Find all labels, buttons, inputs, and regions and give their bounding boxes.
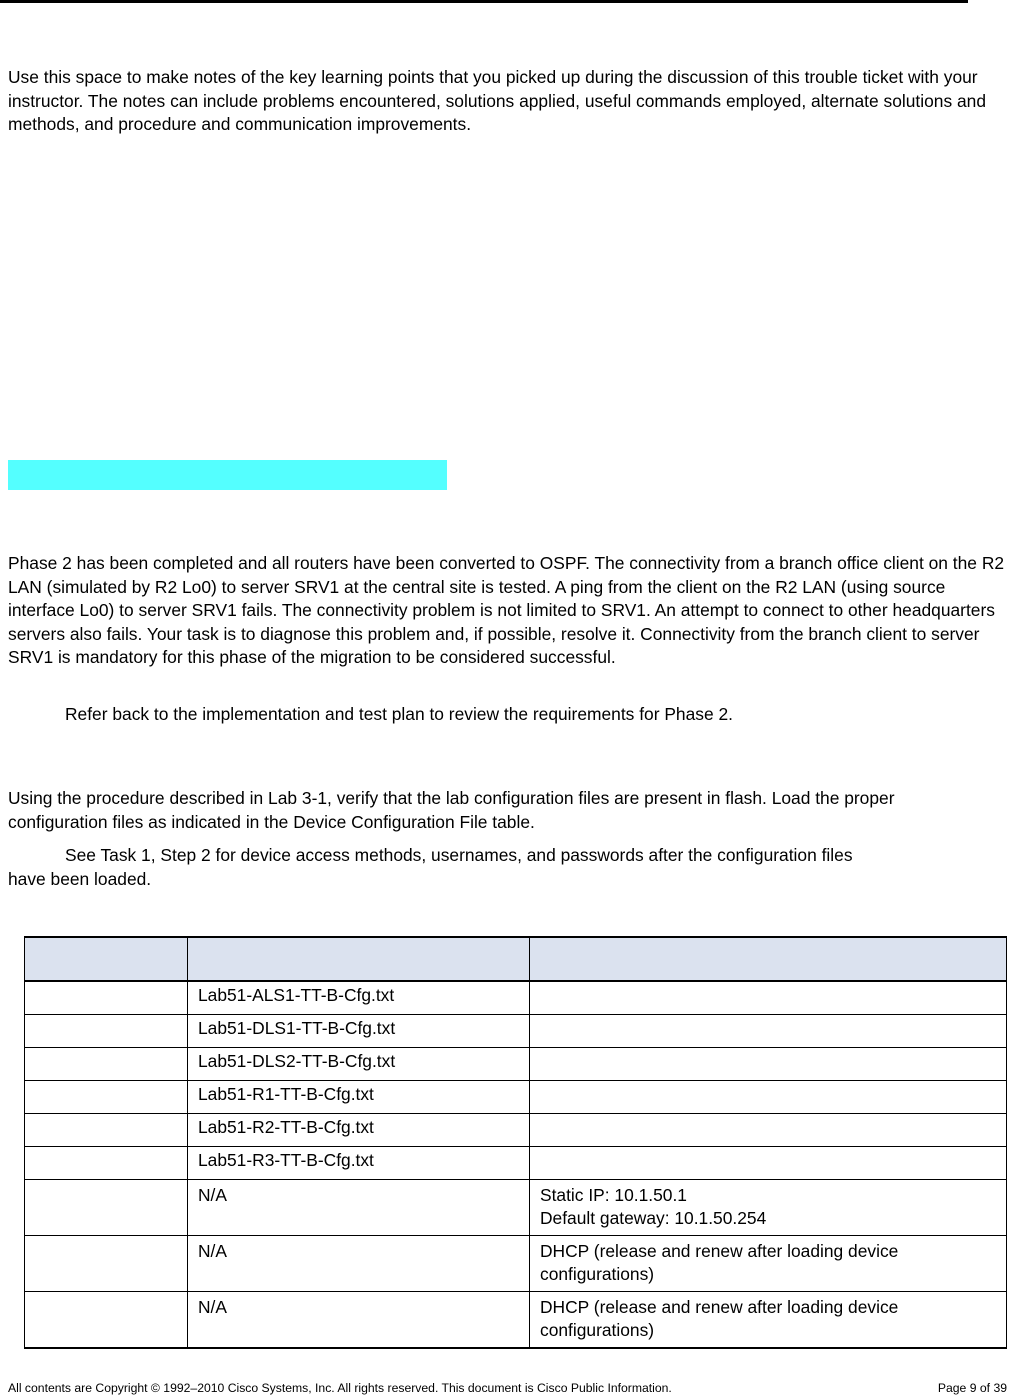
file-cell: Lab51-R1-TT-B-Cfg.txt [188, 1081, 530, 1114]
file-cell: N/A [188, 1292, 530, 1349]
table-header-row [25, 937, 1007, 981]
see-task-paragraph [8, 844, 998, 891]
highlighted-heading-bar [8, 460, 447, 490]
notes-cell [530, 981, 1007, 1015]
refer-back-note: Refer back to the implementation and test plan to review the requirements for Phase 2. [65, 704, 733, 724]
notes-line-2: Default gateway: 10.1.50.254 [540, 1207, 767, 1228]
table-row [25, 1081, 1007, 1114]
file-cell: Lab51-R3-TT-B-Cfg.txt [188, 1147, 530, 1180]
table-row [25, 1180, 1007, 1236]
notes-line-1: DHCP (release and renew after loading device [540, 1241, 899, 1261]
notes-cell [530, 1147, 1007, 1180]
table-row [25, 1015, 1007, 1048]
device-cell [25, 1048, 188, 1081]
see-task-line-1: See Task 1, Step 2 for device access methods, usernames, and passwords after the configuration files [65, 845, 853, 865]
device-cell [25, 1081, 188, 1114]
scenario-paragraph: Phase 2 has been completed and all routers have been converted to OSPF. The connectivity from a branch office client on the R2 LAN (simulated by R2 Lo0) to server SRV1 at the central site is tested. A ping from the client on the R2 LAN (using source interface Lo0) to server SRV1 fails. The connectivity problem is not limited to SRV1. An attempt to connect to other headquarters servers also fails. Your task is to diagnose this problem and, if possible, resolve it. Connectivity from the branch client to server SRV1 is mandatory for this phase of the migration to be considered successful. [8, 553, 1005, 667]
table-row [25, 1292, 1007, 1349]
notes-paragraph: Use this space to make notes of the key learning points that you picked up during the discussion of this trouble ticket with your instructor. The notes can include problems encountered, solutions applied, useful commands employed, alternate solutions and methods, and procedure and communication improvements. [8, 67, 987, 134]
device-cell [25, 1236, 188, 1292]
file-cell: Lab51-DLS2-TT-B-Cfg.txt [188, 1048, 530, 1081]
notes-line-2: configurations) [540, 1263, 655, 1284]
table-row [25, 981, 1007, 1015]
page-number: Page 9 of 39 [937, 1381, 1007, 1395]
notes-cell [530, 1180, 1007, 1236]
header-rule [0, 0, 968, 3]
table-row [25, 1236, 1007, 1292]
header-cell-3 [530, 937, 1007, 981]
device-cell [25, 1180, 188, 1236]
table-row [25, 1114, 1007, 1147]
file-cell: N/A [188, 1236, 530, 1292]
procedure-paragraph: Using the procedure described in Lab 3-1, verify that the lab configuration files are present in flash. Load the proper configuration files as indicated in the Device Configuration File table. [8, 788, 895, 832]
header-cell-1 [25, 937, 188, 981]
device-configuration-table [24, 936, 1007, 1349]
device-cell [25, 1114, 188, 1147]
table-row [25, 1048, 1007, 1081]
notes-cell [530, 1015, 1007, 1048]
device-cell [25, 1015, 188, 1048]
device-cell [25, 981, 188, 1015]
table-row [25, 1147, 1007, 1180]
see-task-line-2: have been loaded. [8, 868, 152, 889]
file-cell: Lab51-R2-TT-B-Cfg.txt [188, 1114, 530, 1147]
notes-line-1: DHCP (release and renew after loading device [540, 1297, 899, 1317]
device-cell [25, 1147, 188, 1180]
header-cell-2 [188, 937, 530, 981]
copyright-text: All contents are Copyright © 1992–2010 Cisco Systems, Inc. All rights reserved. This document is Cisco Public Information. [8, 1381, 672, 1395]
notes-cell [530, 1114, 1007, 1147]
notes-cell [530, 1236, 1007, 1292]
notes-line-2: configurations) [540, 1319, 655, 1340]
notes-cell [530, 1292, 1007, 1349]
file-cell: Lab51-ALS1-TT-B-Cfg.txt [188, 981, 530, 1015]
notes-cell [530, 1081, 1007, 1114]
file-cell: Lab51-DLS1-TT-B-Cfg.txt [188, 1015, 530, 1048]
notes-cell [530, 1048, 1007, 1081]
file-cell: N/A [188, 1180, 530, 1236]
notes-line-1: Static IP: 10.1.50.1 [540, 1185, 687, 1205]
device-cell [25, 1292, 188, 1349]
